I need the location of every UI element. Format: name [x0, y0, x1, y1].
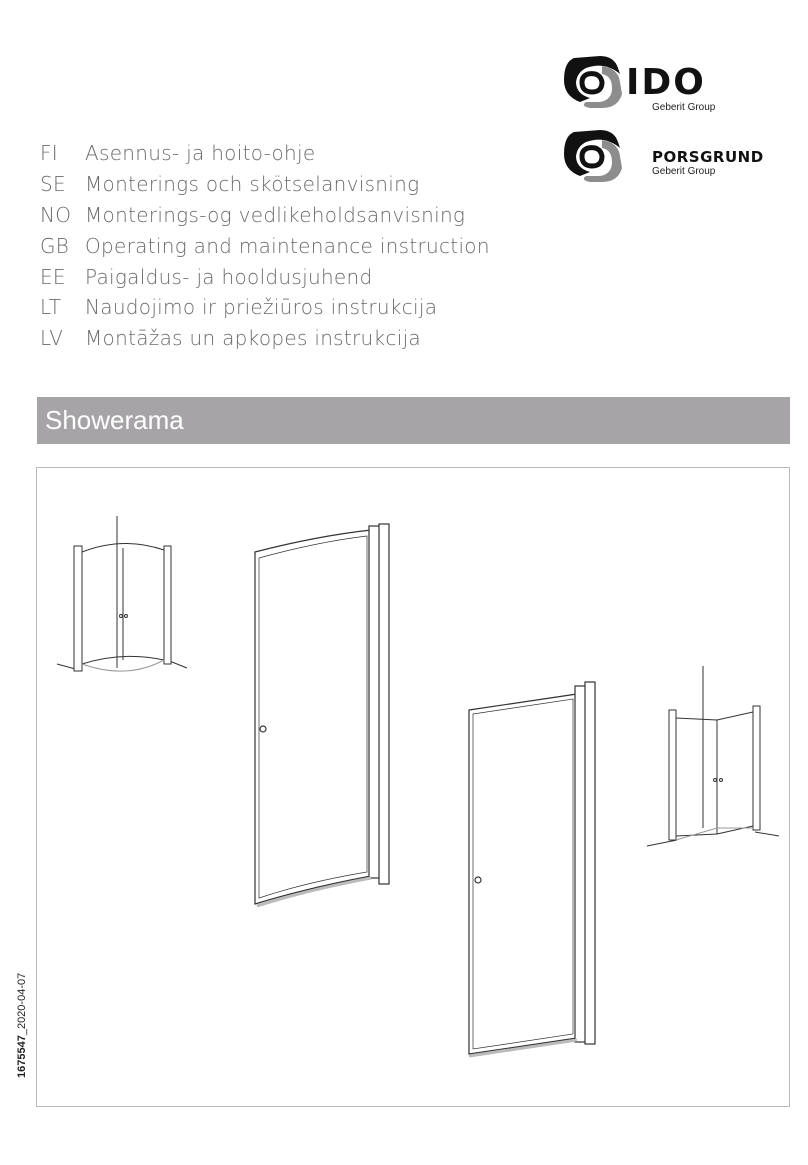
porsgrund-emblem-icon: [560, 126, 640, 186]
language-code: NO: [40, 202, 72, 227]
ido-logo: [560, 52, 760, 116]
ido-wordmark: IDO: [626, 62, 706, 103]
language-title: Paigaldus- ja hooldusjuhend: [85, 264, 373, 289]
porsgrund-subtitle: Geberit Group: [652, 166, 716, 177]
language-title: Asennus- ja hoito-ohje: [85, 141, 316, 166]
porsgrund-wordmark: PORSGRUND: [652, 148, 764, 166]
language-code: GB: [40, 233, 70, 258]
language-code: SE: [40, 172, 66, 197]
language-title: Operating and maintenance instruction: [85, 233, 490, 258]
language-title: Montāžas un apkopes instrukcija: [85, 326, 421, 351]
language-code: FI: [40, 141, 59, 166]
language-list: [40, 138, 490, 354]
porsgrund-logo: [560, 126, 790, 186]
language-code: LT: [40, 295, 62, 320]
language-row-lt: [40, 292, 490, 323]
language-row-se: [40, 169, 490, 200]
curved-door-panel-icon: [255, 524, 389, 906]
ido-subtitle: Geberit Group: [652, 102, 716, 113]
language-title: Monterings-og vedlikeholdsanvisning: [85, 202, 466, 227]
language-code: EE: [40, 264, 66, 289]
language-title: Naudojimo ir priežiūros instrukcija: [85, 295, 438, 320]
corner-shower-curved-icon: [57, 516, 187, 671]
language-code: LV: [40, 326, 64, 351]
language-row-ee: [40, 261, 490, 292]
product-title-bar: [37, 397, 790, 444]
document-number: [16, 973, 28, 1078]
document-id: 1675547: [16, 1035, 28, 1078]
product-title: Showerama: [45, 405, 184, 435]
language-row-gb: [40, 230, 490, 261]
straight-door-panel-icon: [469, 682, 595, 1056]
language-row-fi: [40, 138, 490, 169]
product-illustration-frame: [36, 467, 790, 1107]
language-title: Monterings och skötselanvisning: [85, 172, 420, 197]
language-row-no: [40, 200, 490, 231]
shower-illustrations: [37, 468, 791, 1108]
document-date: _2020-04-07: [16, 972, 28, 1036]
language-row-lv: [40, 323, 490, 354]
corner-shower-square-icon: [647, 666, 779, 846]
